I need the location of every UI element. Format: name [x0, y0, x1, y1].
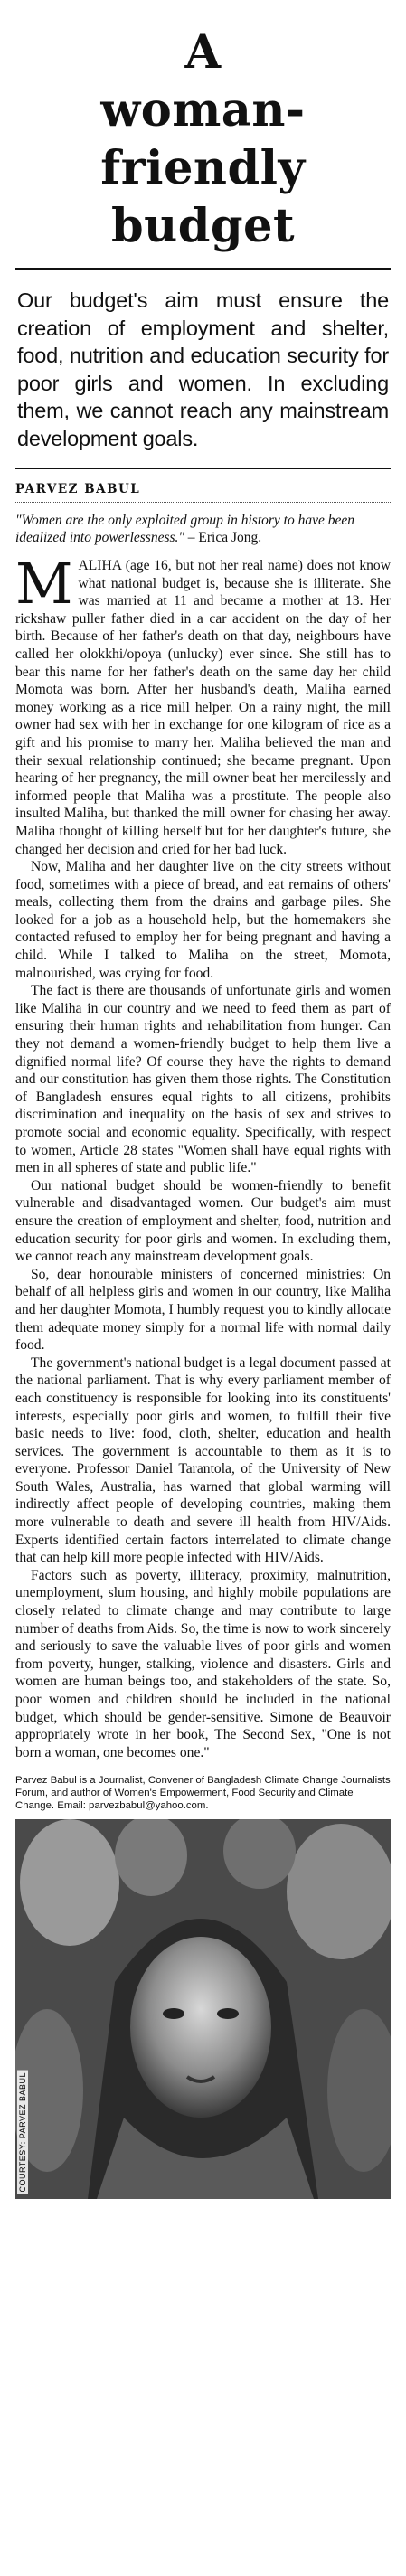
headline-line-3: budget: [110, 199, 296, 253]
author-bio: Parvez Babul is a Journalist, Convener of Bangladesh Climate Change Journalists Forum, and author of Women's Empowerment, Food Security and Climate Change. Email: parvezbabul@yahoo.com.: [15, 1775, 391, 1812]
epigraph-quote: "Women are the only exploited group in history to have been idealized into powerlessness.": [15, 513, 354, 545]
photo-credit: COURTESY: PARVEZ BABUL: [18, 2071, 27, 2193]
drop-cap: M: [15, 551, 73, 617]
article-body: [15, 551, 391, 1761]
body-paragraph: [15, 551, 391, 858]
divider: [15, 468, 391, 469]
standfirst: Our budget's aim must ensure the creation of employment and shelter, food, nutrition and education security for poor girls and women. In excluding them, we cannot reach any mainstream development goals.: [17, 288, 389, 450]
photo-illustration: [15, 1819, 391, 2199]
headline-line-1: A: [184, 25, 222, 80]
divider: [15, 502, 391, 503]
epigraph-author: – Erica Jong.: [184, 530, 262, 545]
body-paragraph: So, dear honourable ministers of concerned ministries: On behalf of all helpless girls and women in our country, like Maliha and her daughter Momota, I humbly request you to kindly allocate them adequate money simply for a normal life with normal daily food.: [15, 1266, 391, 1354]
body-paragraph: Factors such as poverty, illiteracy, proximity, malnutrition, unemployment, slum housing, and highly mobile populations are closely related to climate change and may contribute to large number of deaths from Aids. So, the time is now to work sincerely and seriously to save the valuable lives of poor girls and women from poverty, hunger, stalking, violence and disasters. Girls and women are human beings too, and stakeholders of the state. So, poor women and children should be included in the national budget, which should be gender-sensitive. Simone de Beauvoir appropriately wrote in her book, The Second Sex, "One is not born a woman, one becomes one.": [15, 1567, 391, 1760]
headline: [15, 0, 391, 255]
epigraph: [15, 512, 391, 546]
headline-line-2: woman-friendly: [100, 83, 306, 195]
body-paragraph: The government's national budget is a legal document passed at the national parliament. That is why every parliament member of each constituency is responsible for looking into its constituents' interests, especially poor girls and women, to fulfill their five basic needs to live: food, cloth, shelter, education and health services. The government is accountable to them as it is to everyone. Professor Daniel Tarantola, of the University of New South Wales, Australia, has warned that global warming will indirectly affect people of developing countries, making them more vulnerable to death and severe ill health from HIV/Aids. Experts identified certain factors interrelated to climate change that can help kill more people infected with HIV/Aids.: [15, 1354, 391, 1566]
body-paragraph: Our national budget should be women-friendly to benefit vulnerable and disadvantaged women. Our budget's aim must ensure the creation of employment and shelter, food, nutrition and education security for poor girls and women. In excluding them, we cannot reach any mainstream development goals.: [15, 1177, 391, 1265]
article-photo: [15, 1819, 391, 2199]
divider: [15, 268, 391, 270]
body-paragraph: Now, Maliha and her daughter live on the city streets without food, sometimes with a piece of bread, and eat remains of others' meals, collecting them from the drains and garbage piles. She looked for a job as a household help, but the homemakers she contacted refused to employ her for being pregnant and having a child. While I talked to Maliha on the street, Momota, malnourished, was crying for food.: [15, 859, 391, 981]
byline: PARVEZ BABUL: [15, 482, 141, 496]
paragraph-text: ALIHA (age 16, but not her real name) does not know what national budget is, because she is illiterate. She was married at 11 and became a mother at 13. Her rickshaw puller father died in a car accident on the day of her birth. Because of her father's death on that day, neighbours have called her olokkhi/opoya (unlucky) ever since. She still has to bear this name for her father's death on the same day her child Momota was born. After her husband's death, Maliha earned money working as a rice mill helper. On a rainy night, the mill owner had sex with her in exchange for one kilogram of rice as a gift and his promise to marry her. Maliha believed the man and their sexual relationship continued; she became pregnant. Upon hearing of her pregnancy, the mill owner beat her mercilessly and informed people that Maliha was a prostitute. The people also insulted Maliha, but thanked the mill owner for chasing her away. Maliha thought of killing herself but for her daughter's future, she changed her decision and cried for her bad luck.: [15, 558, 391, 857]
body-paragraph: The fact is there are thousands of unfortunate girls and women like Maliha in our country and we need to feed them as part of ensuring their human rights and rehabilitation from hunger. Can they not demand a women-friendly budget to help them live a dignified normal life? Of course they have the rights to demand and our constitution has given them those rights. The Constitution of Bangladesh ensures equal rights to all citizens, prohibits discrimination and inequality on the basis of sex and strives to promote social and economic equality. Specifically, with respect to women, Article 28 states "Women shall have equal rights with men in all spheres of state and public life.": [15, 983, 391, 1176]
